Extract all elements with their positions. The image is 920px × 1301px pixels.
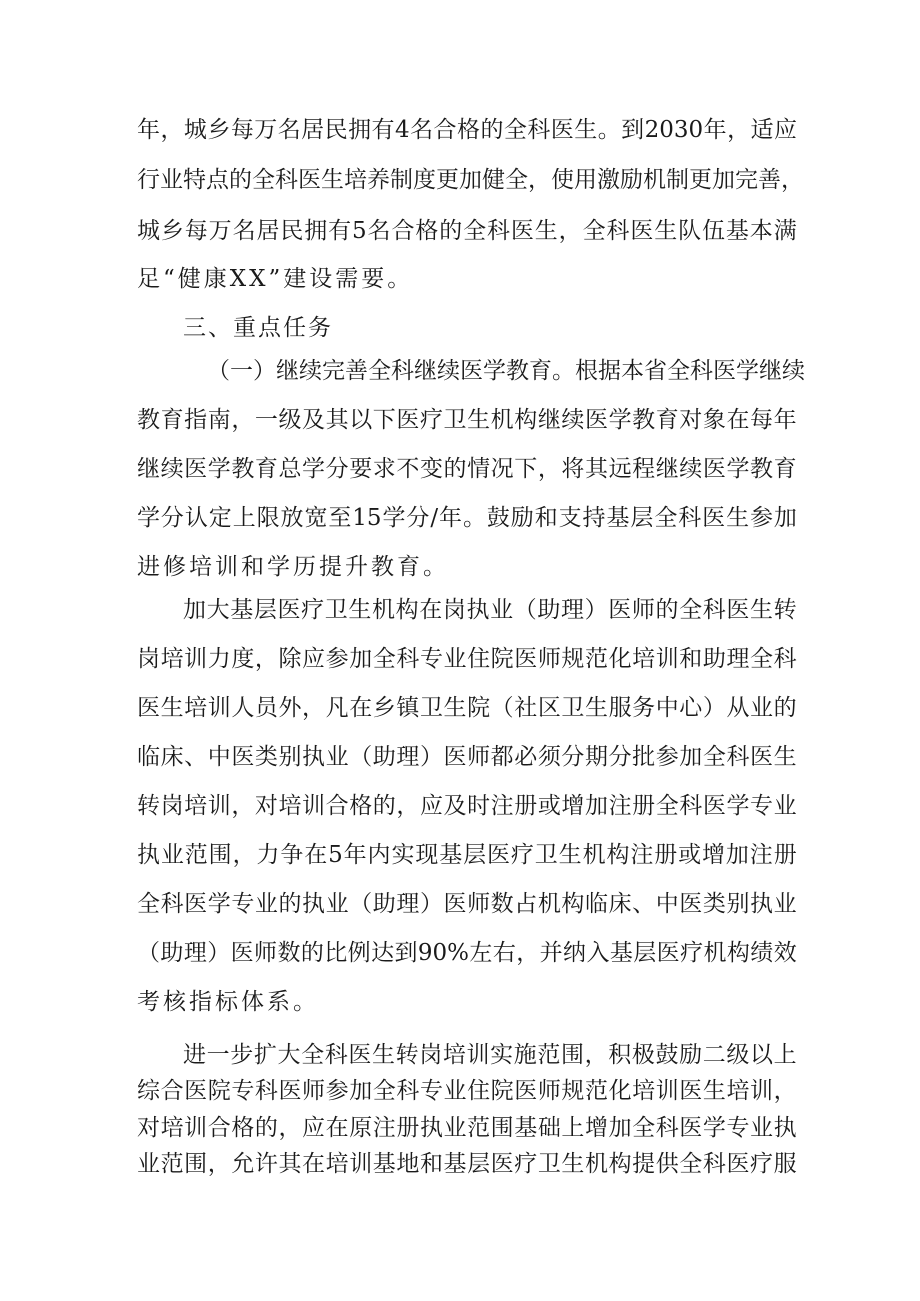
text-line: 综 合 医 院 专 科 医 师 参 加 全 科 专 业 住 院 医 师 规 范 化 培 训 医 生 培 训 ， xyxy=(137,1078,797,1104)
section-heading: 三、重点任务 xyxy=(183,315,333,341)
text-line: 执 业 范 围 ， 力 争 在 5 年 内 实 现 基 层 医 疗 卫 生 机 构 注 册 或 增 加 注 册 xyxy=(137,842,797,868)
text-line: （ 助 理 ） 医 师 数 的 比 例 达 到 90% 左 右 ， 并 纳 入 基 层 医 疗 机 构 绩 效 xyxy=(137,940,797,966)
text-line: 考核指标体系。 xyxy=(137,989,319,1015)
text-line: 行 业 特 点 的 全 科 医 生 培 养 制 度 更 加 健 全 ， 使 用 激 励 机 制 更 加 完 善 ， xyxy=(137,167,804,193)
text-line: 医 生 培 训 人 员 外 ， 凡 在 乡 镇 卫 生 院 （ 社 区 卫 生 服 务 中 心 ） 从 业 的 xyxy=(137,695,797,721)
text-line: 临 床 、 中 医 类 别 执 业 （ 助 理 ） 医 师 都 必 须 分 期 分 批 参 加 全 科 医 生 xyxy=(137,744,797,770)
text-line: 对 培 训 合 格 的 ， 应 在 原 注 册 执 业 范 围 基 础 上 增 加 全 科 医 学 专 业 执 xyxy=(137,1115,797,1141)
text-line: 加 大 基 层 医 疗 卫 生 机 构 在 岗 执 业 （ 助 理 ） 医 师 的 全 科 医 生 转 xyxy=(183,597,797,623)
text-line: 城 乡 每 万 名 居 民 拥 有 5 名 合 格 的 全 科 医 生 ， 全 科 医 生 队 伍 基 本 满 xyxy=(137,218,797,244)
text-line: 岗 培 训 力 度 ， 除 应 参 加 全 科 专 业 住 院 医 师 规 范 化 培 训 和 助 理 全 科 xyxy=(137,646,797,672)
text-line: 足“健康XX”建设需要。 xyxy=(137,266,414,292)
text-line: 学 分 认 定 上 限 放 宽 至 15 学 分 / 年 。 鼓 励 和 支 持 基 层 全 科 医 生 参 加 xyxy=(137,505,797,531)
text-line: 转 岗 培 训 ， 对 培 训 合 格 的 ， 应 及 时 注 册 或 增 加 注 册 全 科 医 学 专 业 xyxy=(137,793,797,819)
text-line: 年 ， 城 乡 每 万 名 居 民 拥 有 4 名 合 格 的 全 科 医 生 。 到 2030 年 ， 适 应 xyxy=(137,117,797,143)
text-line: （ 一 ） 继 续 完 善 全 科 继 续 医 学 教 育 。 根 据 本 省 全 科 医 学 继 续 xyxy=(207,358,805,384)
text-line: 继 续 医 学 教 育 总 学 分 要 求 不 变 的 情 况 下 ， 将 其 远 程 继 续 医 学 教 育 xyxy=(137,456,797,482)
text-line: 进 一 步 扩 大 全 科 医 生 转 岗 培 训 实 施 范 围 ， 积 极 鼓 励 二 级 以 上 xyxy=(183,1042,797,1068)
text-line: 业 范 围 ， 允 许 其 在 培 训 基 地 和 基 层 医 疗 卫 生 机 构 提 供 全 科 医 疗 服 xyxy=(137,1151,797,1177)
text-line: 进修培训和学历提升教育。 xyxy=(137,554,449,580)
text-line: 教 育 指 南 ， 一 级 及 其 以 下 医 疗 卫 生 机 构 继 续 医 学 教 育 对 象 在 每 年 xyxy=(137,407,797,433)
text-line: 全 科 医 学 专 业 的 执 业 （ 助 理 ） 医 师 数 占 机 构 临 床 、 中 医 类 别 执 业 xyxy=(137,891,797,917)
